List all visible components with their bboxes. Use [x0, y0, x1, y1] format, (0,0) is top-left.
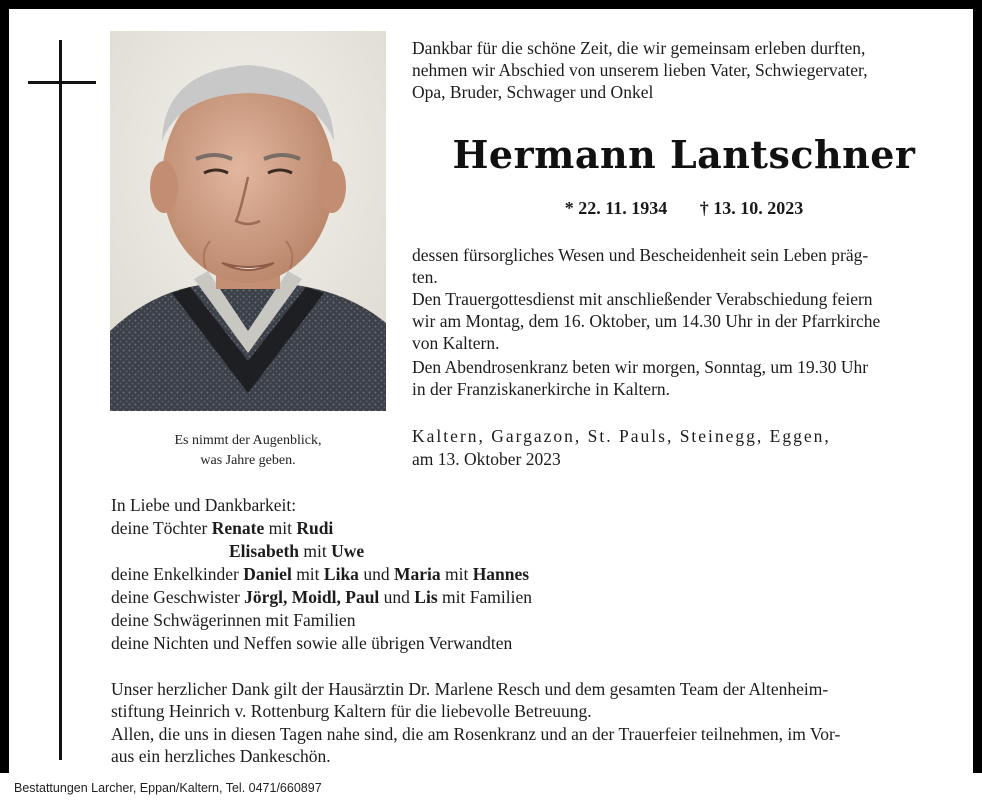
family-daughters — [111, 517, 333, 540]
portrait-photo — [110, 31, 386, 411]
sibling-names: Jörgl, Moidl, Paul — [244, 587, 380, 607]
siblings-prefix: deine Geschwister — [111, 587, 245, 607]
body-line: ten. — [412, 267, 438, 287]
grandchildren-prefix: deine Enkelkinder — [111, 564, 244, 584]
family-grandchildren — [111, 563, 529, 586]
body-line: von Kaltern. — [412, 333, 500, 353]
body-line: Den Trauergottesdienst mit anschließender Verabschiedung feiern — [412, 289, 873, 309]
body-line: in der Franziskanerkirche in Kaltern. — [412, 379, 671, 399]
body-line: Den Abendrosenkranz beten wir morgen, Sonntag, um 19.30 Uhr — [412, 357, 869, 377]
footer — [0, 773, 982, 807]
date-line: am 13. Oktober 2023 — [412, 449, 561, 469]
funeral-home-credit: Bestattungen Larcher, Eppan/Kaltern, Tel. 0471/660897 — [14, 781, 322, 795]
grandchild-name: Daniel — [243, 564, 292, 584]
intro-line: Dankbar für die schöne Zeit, die wir gemeinsam erleben durften, — [412, 38, 866, 58]
family-line: deine Nichten und Neffen sowie alle übrigen Verwandten — [111, 633, 513, 653]
death-date: † 13. 10. 2023 — [699, 198, 804, 218]
intro-line: Opa, Bruder, Schwager und Onkel — [412, 82, 654, 102]
intro-line: nehmen wir Abschied von unserem lieben Vater, Schwiegervater, — [412, 60, 868, 80]
deceased-name: Hermann Lantschner — [452, 132, 916, 177]
connector: mit — [299, 541, 332, 561]
daughter-name: Renate — [211, 518, 265, 538]
family-heading: In Liebe und Dankbarkeit: — [111, 495, 297, 515]
places-line: Kaltern, Gargazon, St. Pauls, Steinegg, Eggen, — [412, 426, 831, 446]
family-siblings — [111, 586, 532, 609]
thanks-line: Unser herzlicher Dank gilt der Hausärztin Dr. Marlene Resch und dem gesamten Team der Altenheim- — [111, 679, 829, 699]
partner-name: Lika — [323, 564, 359, 584]
quote-line: was Jahre geben. — [200, 453, 296, 468]
connector: mit — [440, 564, 473, 584]
daughter-name: Elisabeth — [229, 541, 300, 561]
body-line: wir am Montag, dem 16. Oktober, um 14.30 Uhr in der Pfarrkirche — [412, 311, 881, 331]
body-line: dessen fürsorgliches Wesen und Bescheidenheit sein Leben präg- — [412, 245, 869, 265]
sibling-name: Lis — [414, 587, 438, 607]
thanks-line: stiftung Heinrich v. Rottenburg Kaltern für die liebevolle Betreuung. — [111, 701, 592, 721]
connector: und — [379, 587, 415, 607]
quote-line: Es nimmt der Augenblick, — [174, 433, 322, 448]
quote — [110, 431, 386, 471]
partner-name: Uwe — [331, 541, 365, 561]
life-dates — [412, 198, 956, 219]
grandchild-name: Maria — [393, 564, 441, 584]
cross-icon-bar — [28, 81, 96, 84]
thanks-line: aus ein herzliches Dankeschön. — [111, 746, 331, 766]
connector: und — [358, 564, 394, 584]
thanks-line: Allen, die uns in diesen Tagen nahe sind, die am Rosenkranz und an der Trauerfeier teilnehmen, im Vor- — [111, 724, 841, 744]
connector: mit — [264, 518, 297, 538]
daughters-prefix: deine Töchter — [111, 518, 212, 538]
cross-icon — [59, 40, 62, 760]
family-line: deine Schwägerinnen mit Familien — [111, 610, 356, 630]
connector: mit — [291, 564, 324, 584]
siblings-suffix: mit Familien — [437, 587, 532, 607]
family-daughters-2 — [229, 540, 364, 563]
birth-date: * 22. 11. 1934 — [564, 198, 668, 218]
partner-name: Rudi — [296, 518, 334, 538]
partner-name: Hannes — [472, 564, 530, 584]
